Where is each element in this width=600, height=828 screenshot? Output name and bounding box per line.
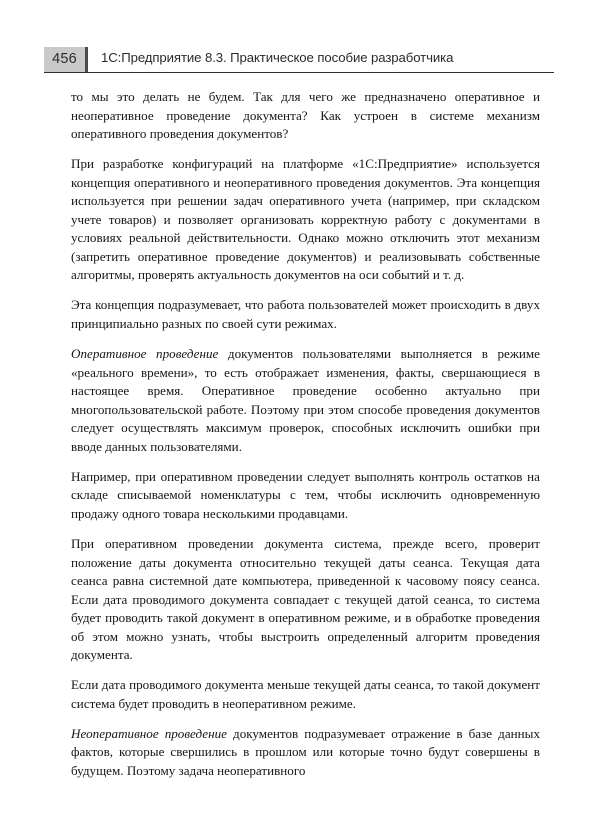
page-number-box bbox=[44, 47, 88, 72]
body-paragraph bbox=[71, 468, 540, 524]
running-header bbox=[44, 45, 554, 75]
body-paragraph bbox=[71, 155, 540, 285]
paragraph-text: Эта концепция подразумевает, что работа пользователей может происходить в двух принципиально разных по своей сути режимах. bbox=[71, 297, 540, 332]
header-title: 1С:Предприятие 8.3. Практическое пособие разработчика bbox=[101, 50, 454, 65]
paragraph-text: документов пользователями выполняется в режиме «реального времени», то есть отображает изменения, факты, свершающиеся в настоящее время. Оперативное проведение особенно актуально при многопользовательской работе. Поэтому при этом способе проведения документов следует осуществлять максимум проверок, способных исключить ошибки при вводе данных пользователями. bbox=[71, 346, 540, 454]
body-paragraph bbox=[71, 88, 540, 144]
paragraph-text: то мы это делать не будем. Так для чего же предназначено оперативное и неоперативное проведение документа? Как устроен в системе механизм оперативного проведения документов? bbox=[71, 89, 540, 142]
header-divider bbox=[44, 72, 554, 73]
body-text-column bbox=[71, 88, 540, 781]
body-paragraph bbox=[71, 676, 540, 713]
paragraph-text: При разработке конфигураций на платформе «1С:Предприятие» используется концепция оперативного и неоперативного проведения документов. Эта концепция используется при решении задач оперативного учета (например, при складском учете товаров) и позволяет организовать корректную работу с документами в условиях реальной действительности. Однако можно отключить этот механизм (запретить оперативное проведение документов) и реализовывать собственные алгоритмы, проверять актуальность документов на оси событий и т. д. bbox=[71, 156, 540, 283]
body-paragraph bbox=[71, 725, 540, 781]
emphasised-term: Оперативное проведение bbox=[71, 346, 219, 362]
paragraph-text: При оперативном проведении документа система, прежде всего, проверит положение даты документа относительно текущей даты сеанса. Текущая дата сеанса равна системной дате компьютера, приведенной к часовому поясу сеанса. Если дата проводимого документа совпадает с текущей датой сеанса, то система будет проводить такой документ в оперативном режиме, и в обработке проведения об этом можно узнать, чтобы выстроить определенный алгоритм проведения документа. bbox=[71, 535, 540, 663]
paragraph-text: Например, при оперативном проведении следует выполнять контроль остатков на складе списываемой номенклатуры с тем, чтобы исключить одновременную продажу одного товара несколькими продавцами. bbox=[71, 468, 540, 521]
paragraph-text: Если дата проводимого документа меньше текущей даты сеанса, то такой документ система будет проводить в неоперативном режиме. bbox=[71, 677, 540, 711]
body-paragraph bbox=[71, 345, 540, 456]
paragraph-text: документов подразумевает отражение в базе данных фактов, которые свершились в прошлом или которые точно будут совершены в будущем. Поэтому задача неоперативного bbox=[71, 725, 540, 778]
body-paragraph bbox=[71, 296, 540, 333]
page-number: 456 bbox=[52, 51, 77, 68]
body-paragraph bbox=[71, 535, 540, 665]
emphasised-term: Неоперативное проведение bbox=[71, 725, 227, 741]
